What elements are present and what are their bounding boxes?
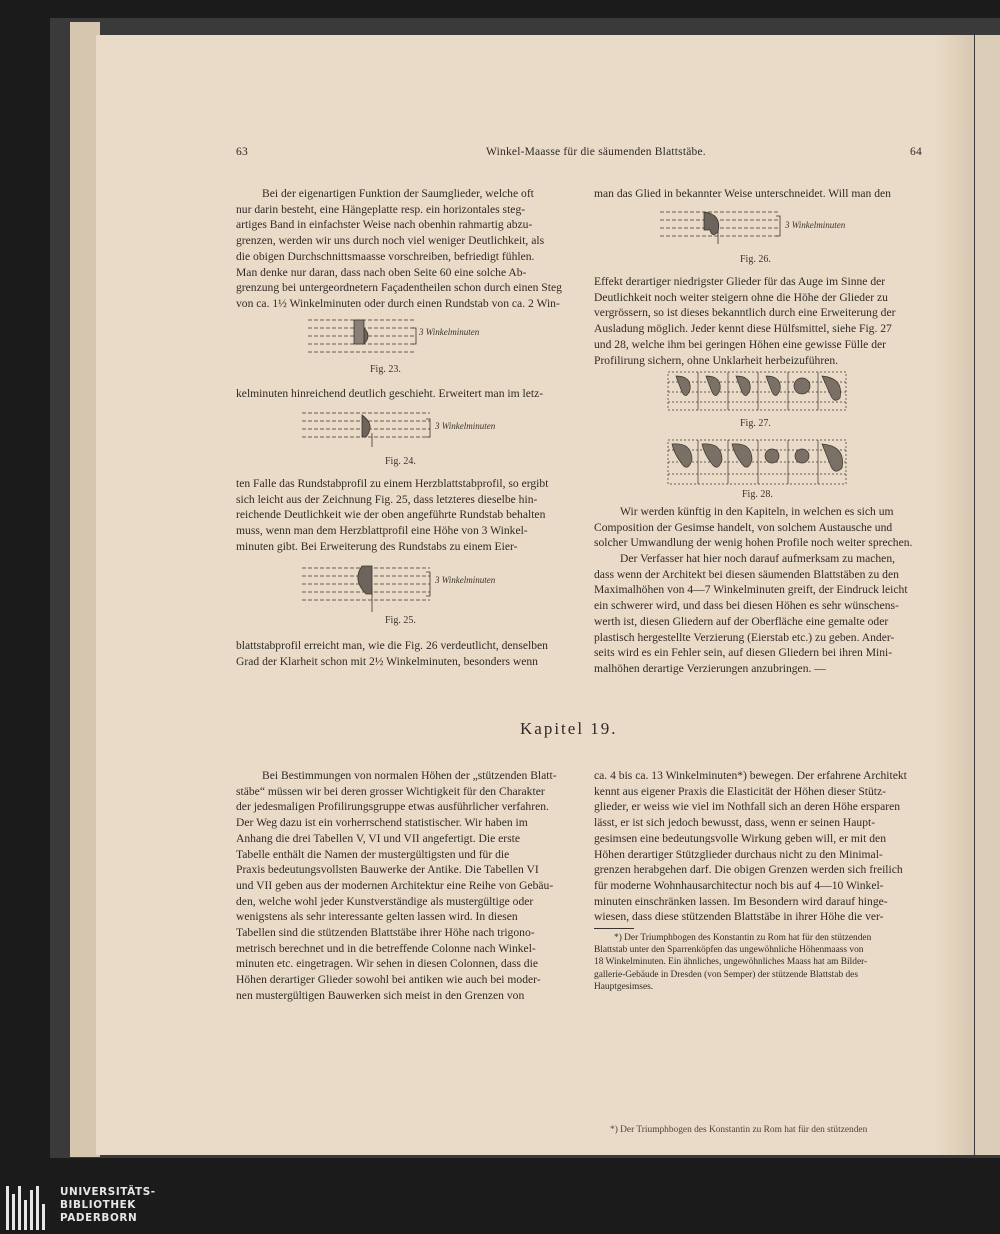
right-para-1 [594, 274, 924, 368]
text-line: kelminuten hinreichend deutlich geschieht. Erweitert man im letz- [236, 387, 544, 400]
right-para-2 [594, 504, 924, 551]
text-line: Bei Bestimmungen von normalen Höhen der „stützenden Blatt- [262, 769, 557, 782]
text-line: nur darin besteht, eine Hängeplatte resp. ein horizontales steg- [236, 202, 526, 216]
text-line: lässt, er ist sich jedoch bewusst, dass, wenn er seinen Haupt- [594, 816, 876, 830]
text-line: Composition der Gesimse handelt, von solchem Austausche und [594, 520, 893, 534]
text-line: Effekt derartiger niedrigster Glieder für das Auge im Sinne der [594, 275, 886, 288]
text-line: stäbe“ müssen wir bei deren grosser Wichtigkeit für den Charakter [236, 784, 545, 798]
text-line: gesimsen eine bedeutungsvolle Wirkung geben will, er mit den [594, 831, 886, 845]
library-name-line-2: BIBLIOTHEK [60, 1199, 136, 1211]
text-line: der jedesmaligen Profilirungsgruppe etwas ausführlicher verfahren. [236, 800, 549, 814]
text-line: dass wenn der Architekt bei diesen säumenden Blattstäben zu den [594, 567, 899, 581]
left-para-3 [236, 476, 568, 555]
figure-24-label: 3 Winkelminuten [435, 421, 496, 431]
figure-23-caption: Fig. 23. [370, 364, 401, 375]
text-line: minuten etc. eingetragen. Wir sehen in diesen Colonnen, dass die [236, 957, 538, 971]
figure-23-label: 3 Winkelminuten [419, 327, 480, 337]
text-line: für moderne Wohnhausarchitectur noch bis auf 4—10 Winkel- [594, 878, 884, 892]
text-line: Höhen derartiger Stützglieder durchaus nicht zu den Minimal- [594, 847, 883, 861]
right-para-3 [594, 551, 924, 677]
text-line: metrisch berechnet und in die betreffende Colonne nach Winkel- [236, 941, 536, 955]
text-line: malhöhen derartige Verzierungen anzubringen. — [594, 661, 826, 675]
left-page-number: 63 [236, 146, 248, 158]
figure-27-caption: Fig. 27. [740, 418, 771, 429]
right-page-number: 64 [910, 146, 922, 158]
left-para-1 [236, 186, 568, 312]
footnote-line: gallerie-Gebäude in Dresden (von Semper) der stützende Blattstab des [594, 969, 858, 980]
chapter-title: Kapitel 19. [520, 719, 618, 738]
text-line: grenzung bei untergeordnetern Façadentheilen schon durch einen Steg [236, 281, 562, 295]
text-line: reichende Deutlichkeit wie der oben angeführte Rundstab behalten [236, 508, 546, 522]
text-line: minuten einschränken lassen. Im Besondern wird darauf hinge- [594, 894, 888, 908]
figure-25-caption: Fig. 25. [385, 615, 416, 626]
text-line: Wir werden künftig in den Kapiteln, in welchen es sich um [620, 505, 894, 518]
text-line: die obigen Durchschnittsmaasse vorschreiben, befriedigt fühlen. [236, 249, 535, 263]
figure-27-drawing [662, 368, 852, 414]
left-para-2 [236, 386, 568, 402]
text-line: man das Glied in bekannter Weise unterschneidet. Will man den [594, 187, 891, 200]
figure-23-drawing [300, 312, 425, 356]
text-line: Deutlichkeit noch weiter steigern ohne die Höhe der Glieder zu [594, 290, 888, 304]
library-logo [0, 1176, 240, 1234]
text-line: Ausladung möglich. Jeder kennt diese Hülfsmittel, siehe Fig. 27 [594, 322, 892, 336]
library-barcode-icon [6, 1186, 52, 1230]
figure-25-label: 3 Winkelminuten [435, 575, 496, 585]
chapter-left-column [236, 768, 568, 1004]
text-line: und VII geben aus der modernen Architektur eine Reihe von Gebäu- [236, 878, 554, 892]
text-line: grenzen, werden wir uns durch noch viel weniger Deutlichkeit, als [236, 234, 545, 248]
figure-26-label: 3 Winkelminuten [785, 220, 846, 230]
text-line: artiges Band in einfachster Weise nach obenhin rahmartig abzu- [236, 218, 533, 232]
left-para-4 [236, 638, 568, 669]
text-line: ten Falle das Rundstabprofil zu einem Herzblattstabprofil, so ergibt [236, 477, 549, 490]
text-line: grenzen herabgehen darf. Die obigen Grenzen werden sich freilich [594, 863, 903, 877]
footnote [594, 932, 924, 993]
chapter-right-column [594, 768, 924, 925]
text-line: Maximalhöhen von 4—7 Winkelminuten greift, der Eindruck leicht [594, 583, 908, 597]
library-name-line-3: PADERBORN [60, 1212, 138, 1224]
text-line: minuten gibt. Bei Erweiterung des Rundstabs zu einem Eier- [236, 539, 518, 553]
footnote-line: Hauptgesimses. [594, 981, 654, 992]
figure-28-caption: Fig. 28. [742, 489, 773, 500]
text-line: vergrössern, so ist dieses bekanntlich durch eine Erweiterung der [594, 306, 896, 320]
text-line: solcher Umwandlung der wenig hohen Profile noch weiter sprechen. [594, 536, 913, 550]
figure-26-drawing [656, 204, 786, 248]
text-line: Der Verfasser hat hier noch darauf aufmerksam zu machen, [620, 552, 896, 565]
facing-footnote: *) Der Triumphbogen des Konstantin zu Rom hat für den stützenden [610, 1125, 868, 1135]
text-line: Tabelle enthält die Namen der mustergültigsten und für die [236, 847, 510, 861]
figure-24-drawing [296, 405, 436, 450]
text-line: seits wird es ein Fehler sein, auf diesen Gliedern bei ihren Mini- [594, 646, 893, 660]
text-line: glieder, er weiss wie viel im Nothfall sich an deren Höhe ersparen [594, 800, 901, 814]
figure-26-caption: Fig. 26. [740, 254, 771, 265]
text-line: Tabellen sind die stützenden Blattstäbe ihrer Höhe nach trigono- [236, 926, 535, 940]
running-title: Winkel-Maasse für die säumenden Blattstäbe. [486, 146, 706, 158]
footnote-line: 18 Winkelminuten. Ein ähnliches, ungewöhnliches Maass hat am Bilder- [594, 957, 868, 968]
text-line: ein schwerer wird, und dass bei diesen Höhen es sehr wünschens- [594, 599, 899, 613]
text-line: Der Weg dazu ist ein vorherrschend statistischer. Wir haben im [236, 816, 528, 830]
footnote-line: Blattstab unter den Sparrenköpfen das ungewöhnliche Höhenmaass von [594, 945, 864, 956]
text-line: kennt aus eigener Praxis die Elasticität der Höhen dieser Stütz- [594, 784, 887, 798]
text-line: sich leicht aus der Zeichnung Fig. 25, dass letzteres dieselbe hin- [236, 492, 538, 506]
figure-28-drawing [662, 436, 852, 488]
gutter-shadow [934, 35, 974, 1155]
text-line: Höhen derartiger Glieder sowohl bei antiken wie auch bei moder- [236, 973, 541, 987]
text-line: plastisch hergestellte Verzierung (Eierstab etc.) zu geben. Ander- [594, 630, 895, 644]
text-line: Man denke nur daran, dass nach oben Seite 60 eine solche Ab- [236, 265, 527, 279]
text-line: muss, wenn man dem Herzblattprofil eine Höhe von 3 Winkel- [236, 524, 528, 538]
text-line: blattstabprofil erreicht man, wie die Fig. 26 verdeutlicht, denselben [236, 639, 548, 652]
text-line: wiesen, dass diese stützenden Blattstäbe in ihrer Höhe die ver- [594, 910, 884, 924]
text-line: Profilirung sichern, ohne Unklarheit herbeizuführen. [594, 353, 839, 367]
text-line: ca. 4 bis ca. 13 Winkelminuten*) bewegen. Der erfahrene Architekt [594, 769, 907, 782]
facing-page-strip [975, 35, 1000, 1155]
text-line: nen mustergültigen Bauwerken sich meist in den Grenzen von [236, 988, 525, 1002]
footnote-rule [594, 928, 634, 929]
figure-25-drawing [296, 560, 436, 615]
text-line: Anhang die drei Tabellen V, VI und VII angefertigt. Die erste [236, 831, 521, 845]
text-line: werth ist, diesen Gliedern auf der Oberfläche eine gemalte oder [594, 614, 889, 628]
text-line: den, welche wohl jeder Kunstverständige als mustergültige oder [236, 894, 534, 908]
text-line: Grad der Klarheit schon mit 2½ Winkelminuten, besonders wenn [236, 654, 538, 668]
text-line: und 28, welche ihm bei geringen Höhen eine gewisse Fülle der [594, 337, 887, 351]
text-line: Praxis bedeutungsvollsten Bauwerke der Antike. Die Tabellen VI [236, 863, 539, 877]
text-line: wenigstens als sehr interessante gelten lassen wird. In diesen [236, 910, 518, 924]
text-line: von ca. 1½ Winkelminuten oder durch einen Rundstab von ca. 2 Win- [236, 296, 560, 310]
footnote-line: *) Der Triumphbogen des Konstantin zu Rom hat für den stützenden [614, 933, 872, 943]
right-line-1 [594, 186, 924, 202]
library-name-line-1: UNIVERSITÄTS- [60, 1186, 156, 1198]
text-line: Bei der eigenartigen Funktion der Saumglieder, welche oft [262, 187, 534, 200]
figure-24-caption: Fig. 24. [385, 456, 416, 467]
